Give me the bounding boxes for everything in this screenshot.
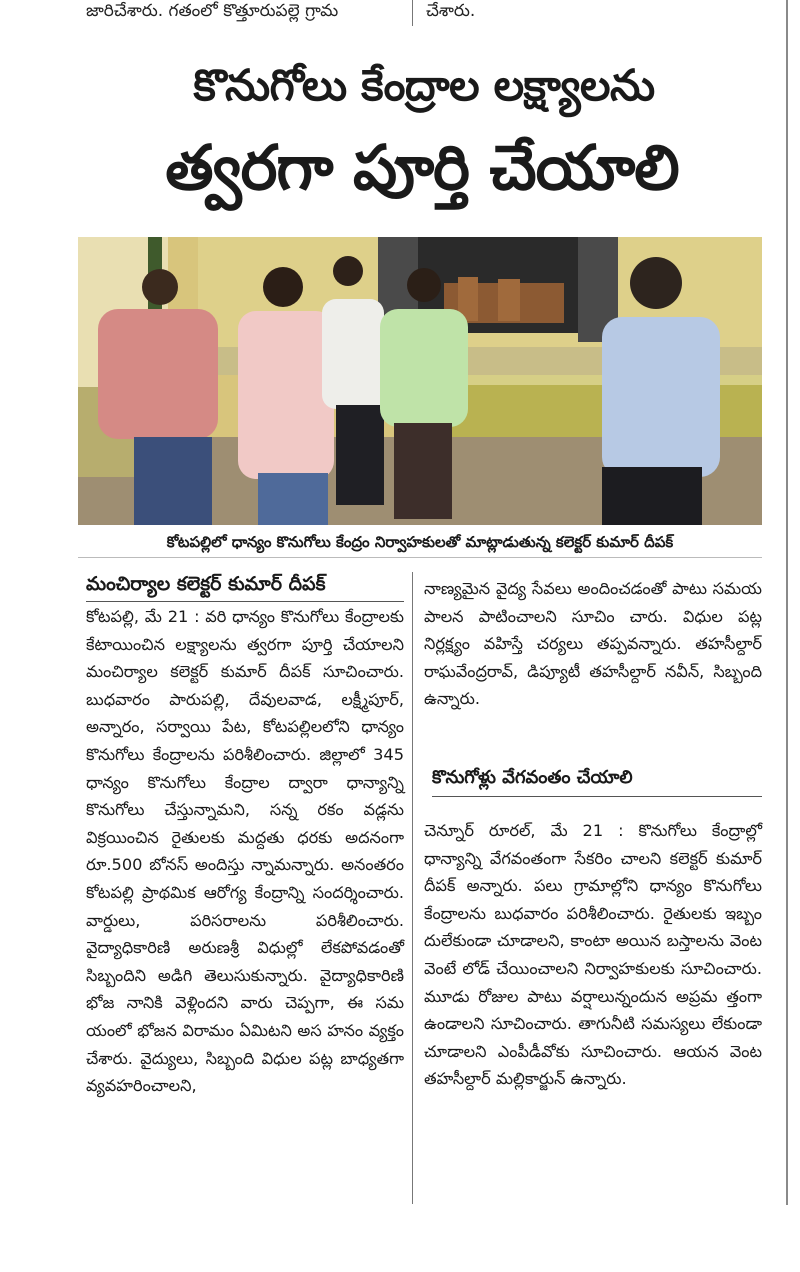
- byline: మంచిర్యాల కలెక్టర్ కుమార్ దీపక్: [86, 573, 326, 595]
- sub-heading: కొనుగోళ్లు వేగవంతం చేయాలి: [432, 767, 633, 788]
- photo-caption: కోటపల్లిలో ధాన్యం కొనుగోలు కేంద్రం నిర్వాహకులతో మాట్లాడుతున్న కలెక్టర్ కుమార్ దీపక్: [78, 527, 762, 558]
- article-left-column: [86, 603, 404, 1100]
- news-photo: [78, 237, 762, 525]
- article-right-column-bottom: [424, 817, 762, 1093]
- headline-line-2: త్వరగా పూర్తి చేయాలి: [165, 131, 679, 204]
- page-edge-rule: [786, 0, 788, 1205]
- article-right-column-top: [424, 575, 762, 713]
- headline-line-1: కొనుగోలు కేంద్రాల లక్ష్యాలను: [193, 61, 655, 111]
- previous-article-right-text: చేశారు.: [426, 1, 476, 21]
- column-divider: [412, 572, 413, 1204]
- right-column-paragraph-2: చెన్నూర్ రూరల్, మే 21 : కొనుగోలు కేంద్రాల్లో ధాన్యాన్ని వేగవంతంగా సేకరిం చాలని కలెక్టర్ కుమార్ దీపక్ అన్నారు. పలు గ్రామాల్లోని ధాన్యం కొనుగోలు కేంద్రాలను బుధవారం పరిశీలించారు. రైతులకు ఇబ్బం దులేకుండా చూడాలని, కాంటా అయిన బస్తాలను వెంట వెంటే లోడ్ చేయించాలని నిర్వాహకులకు సూచించారు. మూడు రోజుల పాటు వర్షాలున్నందున అప్రమ త్తంగా ఉండాలని సూచించారు. తాగునీటి సమస్యలు లేకుండా చూడాలని ఎంపీడీవోకు సూచించారు. ఆయన వెంట తహసీల్దార్ మల్లికార్జున్ ఉన్నారు.: [424, 821, 762, 1089]
- previous-article-strip: [0, 0, 800, 30]
- previous-article-left-text: జారిచేశారు. గతంలో కొత్తూరుపల్లె గ్రామ: [86, 1, 339, 21]
- byline-underline: [86, 601, 404, 602]
- sub-heading-underline: [432, 796, 762, 797]
- left-column-paragraph: కోటపల్లి, మే 21 : వరి ధాన్యం కొనుగోలు కేంద్రాలకు కేటాయించిన లక్ష్యాలను త్వరగా పూర్తి చేయాలని మంచిర్యాల కలెక్టర్ కుమార్ దీపక్ సూచించారు. బుధవారం పారుపల్లి, దేవులవాడ, లక్ష్మీపూర్, అన్నారం, సర్వాయి పేట, కోటపల్లిలలోని ధాన్యం కొనుగోలు కేంద్రాలను పరిశీలించారు. జిల్లాలో 345 ధాన్యం కొనుగోలు కేంద్రాల ద్వారా ధాన్యాన్ని కొనుగోలు చేస్తున్నామని, సన్న రకం వడ్లను విక్రయించిన రైతులకు మద్దతు ధరకు అదనంగా రూ.500 బోనస్ అందిస్తు న్నామన్నారు. అనంతరం కోటపల్లి ప్రాథమిక ఆరోగ్య కేంద్రాన్ని సందర్శించారు. వార్డులు, పరిసరాలను పరిశీలించారు. వైద్యాధికారిణి అరుణశ్రీ విధుల్లో లేకపోవడంతో సిబ్బందిని అడిగి తెలుసుకున్నారు. వైద్యాధికారిణి భోజ నానికి వెళ్లిందని వారు చెప్పగా, ఈ సమ యంలో భోజన విరామం ఏమిటని అస హనం వ్యక్తం చేశారు. వైద్యులు, సిబ్బంది విధుల పట్ల బాధ్యతగా వ్యవహరించాలని,: [86, 607, 404, 1096]
- column-divider-top: [412, 0, 413, 26]
- right-column-paragraph-1: నాణ్యమైన వైద్య సేవలు అందించడంతో పాటు సమయ పాలన పాటించాలని సూచిం చారు. విధుల పట్ల నిర్లక్ష్యం వహిస్తే చర్యలు తప్పవన్నారు. తహసీల్దార్ రాఘవేంద్రరావ్, డిప్యూటీ తహసీల్దార్ నవీన్, సిబ్బంది ఉన్నారు.: [424, 579, 762, 709]
